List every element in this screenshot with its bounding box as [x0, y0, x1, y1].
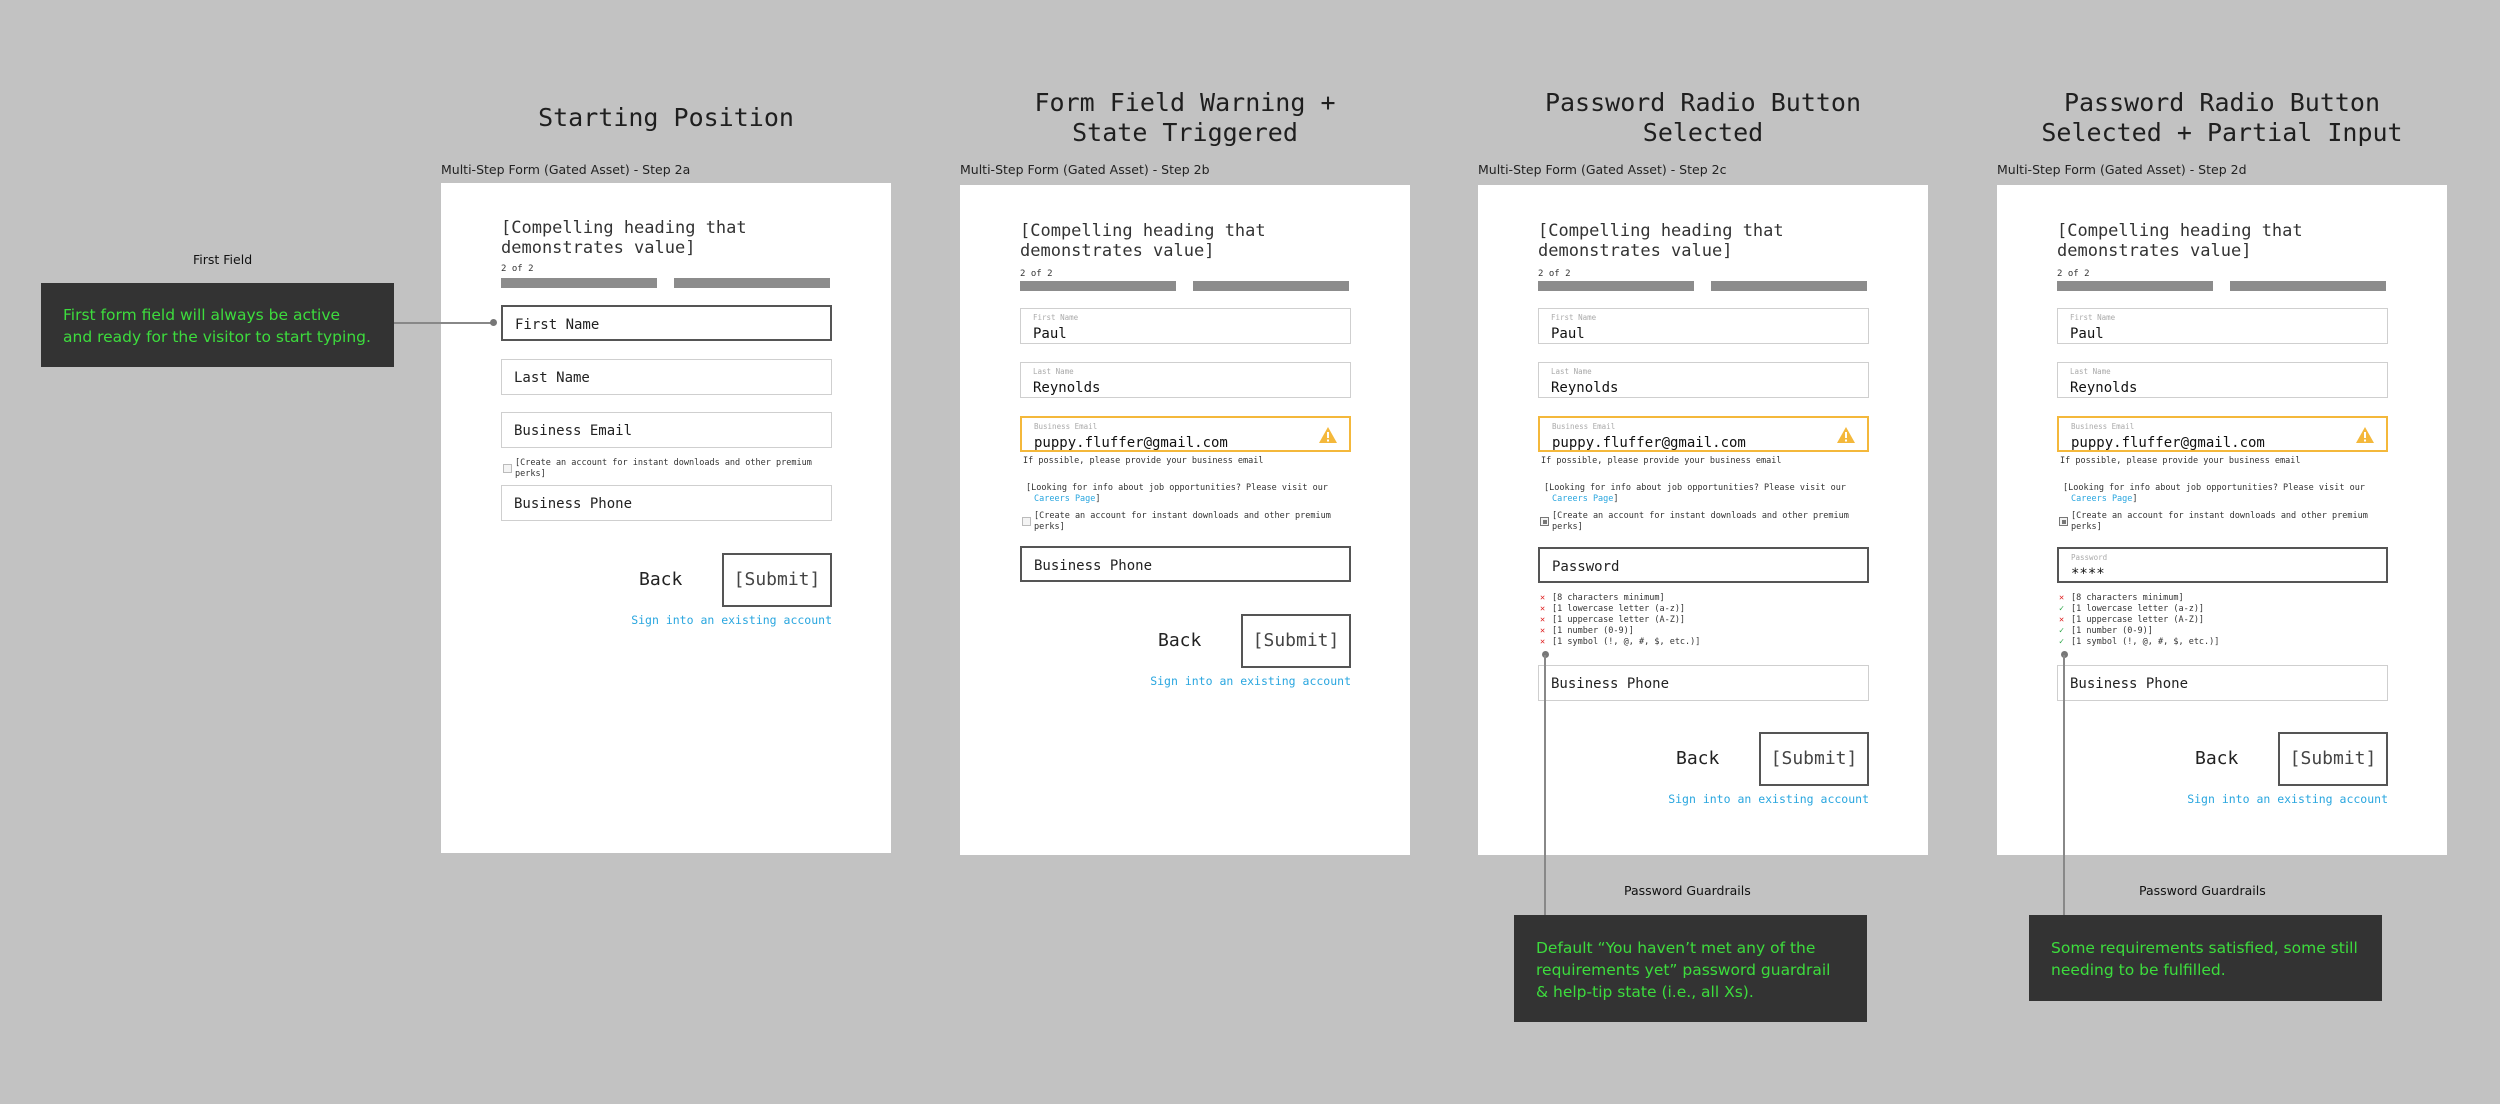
field-label: First Name [1551, 313, 1597, 322]
email-hint: If possible, please provide your business email [1023, 456, 1264, 466]
password-rule [2059, 615, 2204, 625]
submit-button[interactable]: [Submit] [2278, 732, 2388, 786]
last-name-field[interactable] [1538, 362, 1869, 398]
title-starting-position [441, 103, 891, 133]
form-heading: [Compelling heading that demonstrates value] [1020, 221, 1266, 261]
back-button[interactable]: Back [2195, 748, 2239, 769]
last-name-field[interactable] [1020, 362, 1351, 398]
rule-text: [1 lowercase letter (a-z)] [2071, 604, 2205, 614]
progress-segment-2 [1193, 281, 1349, 291]
field-value: puppy.fluffer@gmail.com [2071, 435, 2265, 451]
connector-line [1544, 655, 1546, 915]
progress-segment-2 [1711, 281, 1867, 291]
password-rule [1540, 593, 1665, 603]
step-label-2b: Multi-Step Form (Gated Asset) - Step 2b [960, 162, 1210, 177]
create-account-label: [Create an account for instant downloads and other premium perks] [2071, 511, 2368, 532]
field-value: Paul [1551, 326, 1585, 342]
first-field-note-text: First form field will always be active and ready for the visitor to start typing. [63, 306, 371, 346]
field-label: Business Email [1552, 422, 1616, 431]
field-label: Last Name [1551, 367, 1592, 376]
careers-page-link[interactable]: Careers Page [1552, 494, 1614, 504]
careers-message: [Looking for info about job opportunities? Please visit our [1026, 483, 1328, 493]
step-label-2c: Multi-Step Form (Gated Asset) - Step 2c [1478, 162, 1727, 177]
form-heading: [Compelling heading that demonstrates value] [501, 218, 747, 258]
title-line: State Triggered [1072, 118, 1298, 147]
warning-icon [2356, 427, 2374, 443]
step-label-2d: Multi-Step Form (Gated Asset) - Step 2d [1997, 162, 2247, 177]
step-count: 2 of 2 [1538, 269, 1571, 279]
first-name-field[interactable] [1538, 308, 1869, 344]
field-value: **** [2071, 566, 2105, 582]
step-count: 2 of 2 [1020, 269, 1053, 279]
back-button[interactable]: Back [1676, 748, 1720, 769]
field-placeholder: Password [1552, 559, 1620, 575]
field-label: Last Name [2070, 367, 2111, 376]
field-label: First Name [1033, 313, 1079, 322]
title-line: Form Field Warning + [1034, 88, 1336, 117]
back-button[interactable]: Back [1158, 630, 1202, 651]
careers-message: [Looking for info about job opportunities? Please visit our [1544, 483, 1846, 493]
pw-guardrails-text-d: Some requirements satisfied, some still needing to be fulfilled. [2051, 939, 2358, 979]
pw-guardrails-text-c: Default “You haven’t met any of the requirements yet” password guardrail & help-tip state (i.e., all Xs). [1536, 939, 1831, 1001]
careers-text [1026, 483, 1346, 505]
business-email-field[interactable] [501, 412, 832, 448]
business-phone-field[interactable] [501, 485, 832, 521]
field-placeholder: Business Phone [2070, 676, 2189, 692]
careers-end: ] [1613, 494, 1619, 504]
pw-guardrails-label-c: Password Guardrails [1624, 883, 1751, 898]
connector-dot [490, 319, 497, 326]
form-heading: [Compelling heading that demonstrates value] [1538, 221, 1784, 261]
careers-page-link[interactable]: Careers Page [2071, 494, 2133, 504]
field-value: Paul [1033, 326, 1067, 342]
x-icon: ✕ [1540, 615, 1546, 625]
check-icon: ✓ [2059, 626, 2065, 636]
field-value: Reynolds [2070, 380, 2138, 396]
field-value: Reynolds [1033, 380, 1101, 396]
title-form-field-warning [960, 88, 1410, 148]
careers-text [2063, 483, 2383, 505]
x-icon: ✕ [1540, 593, 1546, 603]
field-value: puppy.fluffer@gmail.com [1552, 435, 1746, 451]
progress-segment-1 [1538, 281, 1694, 291]
pw-guardrails-note-d [2029, 915, 2382, 1001]
check-icon: ✓ [2059, 604, 2065, 614]
title-password-partial [1997, 88, 2447, 148]
warning-icon [1319, 427, 1337, 443]
pw-guardrails-label-d: Password Guardrails [2139, 883, 2266, 898]
artboard-step-2a [441, 183, 891, 853]
password-rule [2059, 604, 2204, 614]
field-value: Reynolds [1551, 380, 1619, 396]
submit-button[interactable]: [Submit] [1759, 732, 1869, 786]
title-line: Password Radio Button [1544, 88, 1862, 117]
password-rule [1540, 615, 1685, 625]
create-account-checkbox[interactable] [2059, 517, 2068, 526]
first-field-note-label: First Field [193, 252, 253, 267]
field-label: Password [2071, 553, 2108, 562]
sign-in-link[interactable]: Sign into an existing account [1150, 674, 1351, 688]
create-account-label: [Create an account for instant downloads and other premium perks] [1552, 511, 1849, 532]
x-icon: ✕ [1540, 626, 1546, 636]
careers-message: [Looking for info about job opportunities? Please visit our [2063, 483, 2365, 493]
last-name-field[interactable] [2057, 362, 2388, 398]
careers-end: ] [2132, 494, 2138, 504]
create-account-label: [Create an account for instant downloads and other premium perks] [1034, 511, 1331, 532]
field-placeholder: First Name [515, 317, 600, 333]
create-account-checkbox[interactable] [1540, 517, 1549, 526]
email-hint: If possible, please provide your business email [1541, 456, 1782, 466]
progress-segment-1 [2057, 281, 2213, 291]
rule-text: [1 uppercase letter (A-Z)] [2071, 615, 2205, 625]
password-rule [1540, 626, 1634, 636]
business-email-field[interactable] [1020, 416, 1351, 452]
rule-text: [8 characters minimum] [1552, 593, 1665, 603]
sign-in-link[interactable]: Sign into an existing account [631, 613, 832, 627]
x-icon: ✕ [1540, 604, 1546, 614]
business-phone-field[interactable] [1538, 665, 1869, 701]
first-name-field[interactable] [501, 305, 832, 341]
title-line: Password Radio Button [2063, 88, 2381, 117]
submit-button[interactable]: [Submit] [1241, 614, 1351, 668]
field-placeholder: Business Phone [1034, 558, 1153, 574]
check-icon: ✓ [2059, 637, 2065, 647]
rule-text: [1 number (0-9)] [1552, 626, 1634, 636]
rule-text: [1 uppercase letter (A-Z)] [1552, 615, 1686, 625]
password-field[interactable] [1538, 547, 1869, 583]
business-phone-field[interactable] [2057, 665, 2388, 701]
last-name-field[interactable] [501, 359, 832, 395]
careers-text [1544, 483, 1864, 505]
sign-in-link[interactable]: Sign into an existing account [2187, 792, 2388, 806]
progress-segment-2 [2230, 281, 2386, 291]
connector-line [2063, 655, 2065, 915]
step-label-2a: Multi-Step Form (Gated Asset) - Step 2a [441, 162, 691, 177]
sign-in-link[interactable]: Sign into an existing account [1668, 792, 1869, 806]
field-placeholder: Business Phone [1551, 676, 1670, 692]
progress-segment-1 [501, 278, 657, 288]
field-value: Paul [2070, 326, 2104, 342]
rule-text: [1 lowercase letter (a-z)] [1552, 604, 1686, 614]
password-field[interactable] [2057, 547, 2388, 583]
back-button[interactable]: Back [639, 569, 683, 590]
careers-end: ] [1095, 494, 1101, 504]
create-account-checkbox[interactable] [1022, 517, 1031, 526]
rule-text: [1 number (0-9)] [2071, 626, 2153, 636]
form-heading: [Compelling heading that demonstrates value] [2057, 221, 2303, 261]
first-name-field[interactable] [1020, 308, 1351, 344]
business-email-field[interactable] [1538, 416, 1869, 452]
email-hint: If possible, please provide your business email [2060, 456, 2301, 466]
field-placeholder: Business Phone [514, 496, 633, 512]
field-label: Business Email [2071, 422, 2135, 431]
password-rule [1540, 604, 1685, 614]
artboard-step-2b [960, 185, 1410, 855]
x-icon: ✕ [2059, 615, 2065, 625]
step-count: 2 of 2 [2057, 269, 2090, 279]
progress-segment-1 [1020, 281, 1176, 291]
field-label: Business Email [1034, 422, 1098, 431]
business-email-field[interactable] [2057, 416, 2388, 452]
x-icon: ✕ [2059, 593, 2065, 603]
password-rule [1540, 637, 1700, 647]
rule-text: [1 symbol (!, @, #, $, etc.)] [2071, 637, 2220, 647]
progress-segment-2 [674, 278, 830, 288]
connector-line [394, 322, 494, 324]
careers-page-link[interactable]: Careers Page [1034, 494, 1096, 504]
first-field-note [41, 283, 394, 367]
rule-text: [1 symbol (!, @, #, $, etc.)] [1552, 637, 1701, 647]
field-label: First Name [2070, 313, 2116, 322]
title-line: Selected [1642, 118, 1764, 147]
x-icon: ✕ [1540, 637, 1546, 647]
field-value: puppy.fluffer@gmail.com [1034, 435, 1228, 451]
field-placeholder: Business Email [514, 423, 633, 439]
pw-guardrails-note-c [1514, 915, 1867, 1022]
first-name-field[interactable] [2057, 308, 2388, 344]
password-rule [2059, 637, 2219, 647]
step-count: 2 of 2 [501, 264, 534, 274]
field-label: Last Name [1033, 367, 1074, 376]
rule-text: [8 characters minimum] [2071, 593, 2184, 603]
submit-button[interactable]: [Submit] [722, 553, 832, 607]
warning-icon [1837, 427, 1855, 443]
create-account-checkbox[interactable] [503, 464, 512, 473]
password-rule [2059, 626, 2153, 636]
title-password-selected [1478, 88, 1928, 148]
title-line: Starting Position [538, 103, 794, 132]
create-account-label: [Create an account for instant downloads and other premium perks] [515, 458, 812, 479]
password-rule [2059, 593, 2184, 603]
field-placeholder: Last Name [514, 370, 590, 386]
business-phone-field[interactable] [1020, 546, 1351, 582]
title-line: Selected + Partial Input [2041, 118, 2403, 147]
